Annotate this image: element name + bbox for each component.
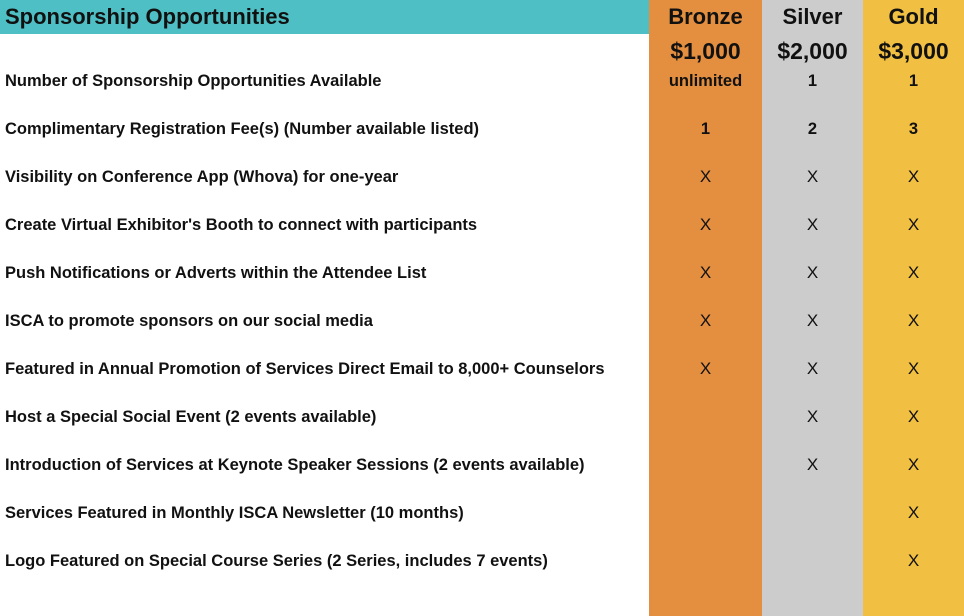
table-row (0, 405, 964, 453)
cell-gold: 1 (908, 72, 919, 90)
cell-bronze: 1 (700, 120, 711, 138)
cell-bronze (649, 549, 762, 573)
cell-bronze (649, 405, 762, 429)
table-row (0, 261, 964, 309)
tier-name-gold: Gold (888, 4, 939, 29)
cell-silver: X (806, 455, 819, 474)
cell-bronze: X (699, 359, 712, 378)
cell-silver (762, 501, 863, 525)
cell-bronze: X (699, 263, 712, 282)
row-label: Featured in Annual Promotion of Services Direct Email to 8,000+ Counselors (5, 360, 605, 378)
cell-silver: X (806, 359, 819, 378)
table-row (0, 69, 964, 117)
cell-silver: X (806, 167, 819, 186)
cell-gold: 3 (908, 120, 919, 138)
table-row (0, 117, 964, 165)
table-row (0, 309, 964, 357)
cell-gold: X (907, 311, 920, 330)
cell-silver: 1 (807, 72, 818, 90)
row-label: Number of Sponsorship Opportunities Available (5, 72, 382, 90)
row-label: Services Featured in Monthly ISCA Newsletter (10 months) (5, 504, 464, 522)
cell-silver: X (806, 215, 819, 234)
row-label: Host a Special Social Event (2 events available) (5, 408, 377, 426)
table-row (0, 453, 964, 501)
cell-bronze: X (699, 311, 712, 330)
table-row (0, 501, 964, 549)
table-row (0, 213, 964, 261)
cell-gold: X (907, 503, 920, 522)
cell-gold: X (907, 215, 920, 234)
cell-gold: X (907, 263, 920, 282)
cell-bronze (649, 501, 762, 525)
table-row (0, 549, 964, 597)
cell-silver: X (806, 407, 819, 426)
tier-price-silver: $2,000 (777, 38, 848, 64)
title-banner (0, 0, 649, 34)
cell-gold: X (907, 359, 920, 378)
row-label: Visibility on Conference App (Whova) for one-year (5, 168, 399, 186)
cell-gold: X (907, 407, 920, 426)
table-row (0, 165, 964, 213)
cell-silver: 2 (807, 120, 818, 138)
cell-gold: X (907, 455, 920, 474)
table-row (0, 357, 964, 405)
cell-bronze: X (699, 167, 712, 186)
cell-silver: X (806, 263, 819, 282)
cell-bronze: X (699, 215, 712, 234)
tier-name-bronze: Bronze (668, 4, 743, 29)
row-label: ISCA to promote sponsors on our social media (5, 312, 373, 330)
row-label: Complimentary Registration Fee(s) (Number available listed) (5, 120, 480, 138)
row-label: Introduction of Services at Keynote Speaker Sessions (2 events available) (5, 456, 585, 474)
cell-gold: X (907, 551, 920, 570)
cell-gold: X (907, 167, 920, 186)
tier-price-bronze: $1,000 (670, 38, 741, 64)
row-label: Push Notifications or Adverts within the Attendee List (5, 264, 427, 282)
cell-bronze (649, 453, 762, 477)
tier-name-silver: Silver (782, 4, 843, 29)
cell-silver (762, 549, 863, 573)
row-label: Create Virtual Exhibitor's Booth to connect with participants (5, 216, 478, 234)
cell-silver: X (806, 311, 819, 330)
cell-bronze: unlimited (668, 72, 743, 90)
row-label: Logo Featured on Special Course Series (2 Series, includes 7 events) (5, 552, 548, 570)
page-title: Sponsorship Opportunities (5, 4, 290, 29)
tier-price-gold: $3,000 (878, 38, 949, 64)
